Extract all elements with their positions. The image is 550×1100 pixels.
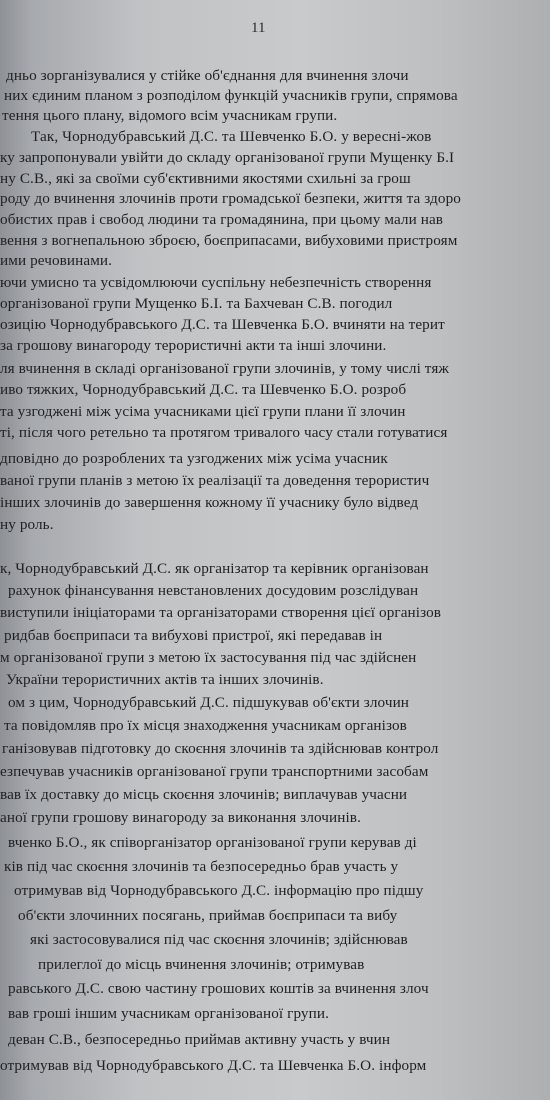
text-line: аної групи грошову винагороду за виконання злочинів. [0,809,361,826]
text-line: иво тяжких, Чорнодубравський Д.С. та Шевченко Б.О. розроб [0,381,407,398]
text-line: ючи умисно та усвідомлюючи суспільну небезпечність створення [0,274,432,291]
text-line: деван С.В., безпосередньо приймав активну участь у вчин [8,1031,391,1048]
text-line: них єдиним планом з розподілом функцій учасників групи, спрямова [4,87,458,104]
text-line: м організованої групи з метою їх застосування під час здійснен [0,649,417,666]
text-line: ими речовинами. [0,252,113,269]
text-line: України терористичних актів та інших злочинів. [6,671,324,688]
text-line: Так, Чорнодубравський Д.С. та Шевченко Б.О. у вересні-жов [31,128,432,145]
text-line: ваної групи планів з метою їх реалізації та доведення терористич [0,472,430,489]
text-line: равського Д.С. свою частину грошових коштів за вчинення злоч [8,980,429,997]
text-line: рахунок фінансування невстановлених досудовим розслідуван [8,582,419,599]
text-line: та узгоджені між усіма учасниками цієї групи плани її злочин [0,403,406,420]
text-line: ків під час скоєння злочинів та безпосередньо брав участь у [4,858,399,875]
text-line: виступили ініціаторами та організаторами створення цієї організов [0,604,442,621]
text-line: дньо зорганізувалися у стійке об'єднання для вчинення злочи [6,67,409,84]
page-number: 11 [251,20,266,36]
text-line: організованої групи Мущенко Б.І. та Бахчеван С.В. погодил [0,295,393,312]
text-line: ну роль. [0,516,54,533]
text-line: озицію Чорнодубравського Д.С. та Шевченка Б.О. вчиняти на терит [0,316,445,333]
text-line: отримував від Чорнодубравського Д.С. та Шевченка Б.О. інформ [0,1057,427,1074]
text-line: інших злочинів до завершення кожному її учаснику було відвед [0,494,419,511]
text-line: об'єкти злочинних посягань, приймав боєприпаси та вибу [18,907,398,924]
text-line: роду до вчинення злочинів проти громадської безпеки, життя та здоро [0,190,461,207]
text-line: вення з вогнепальною зброєю, боєприпасами, вибуховими пристроям [0,232,458,249]
text-line: дповідно до розроблених та узгоджених між усіма учасник [0,450,388,467]
text-line: ля вчинення в складі організованої групи злочинів, у тому числі тяж [0,360,450,377]
text-line: к, Чорнодубравський Д.С. як організатор та керівник організован [0,560,429,577]
text-line: та повідомляв про їх місця знаходження учасникам організов [4,717,407,734]
text-line: обистих прав і свобод людини та громадянина, при цьому мали нав [0,211,444,228]
text-line: ом з цим, Чорнодубравський Д.С. підшукував об'єкти злочин [8,694,410,711]
text-line: ну С.В., які за своїми суб'єктивними якостями схильні за грош [0,170,411,187]
text-line: ганізовував підготовку до скоєння злочинів та здійснював контрол [2,740,439,757]
text-line: ридбав боєприпаси та вибухові пристрої, які передавав ін [4,627,383,644]
text-line: прилеглої до місць вчинення злочинів; отримував [38,956,365,973]
text-line: вав гроші іншим учасникам організованої групи. [8,1005,329,1022]
text-line: отримував від Чорнодубравського Д.С. інформацію про підшу [14,882,424,899]
text-line: за грошову винагороду терористичні акти та інші злочини. [0,337,387,354]
text-line: вав їх доставку до місць скоєння злочинів; виплачував учасни [0,786,408,803]
text-line: які застосовувалися під час скоєння злочинів; здійснював [30,931,408,948]
text-line: вченко Б.О., як співорганізатор організованої групи керував ді [8,834,417,851]
text-line: тення цього плану, відомого всім учасникам групи. [2,107,338,124]
text-line: езпечував учасників організованої групи транспортними засобам [0,763,429,780]
text-line: ку запропонували увійти до складу організованої групи Мущенку Б.І [0,149,455,166]
text-line: ті, після чого ретельно та протягом тривалого часу стали готуватися [0,424,448,441]
